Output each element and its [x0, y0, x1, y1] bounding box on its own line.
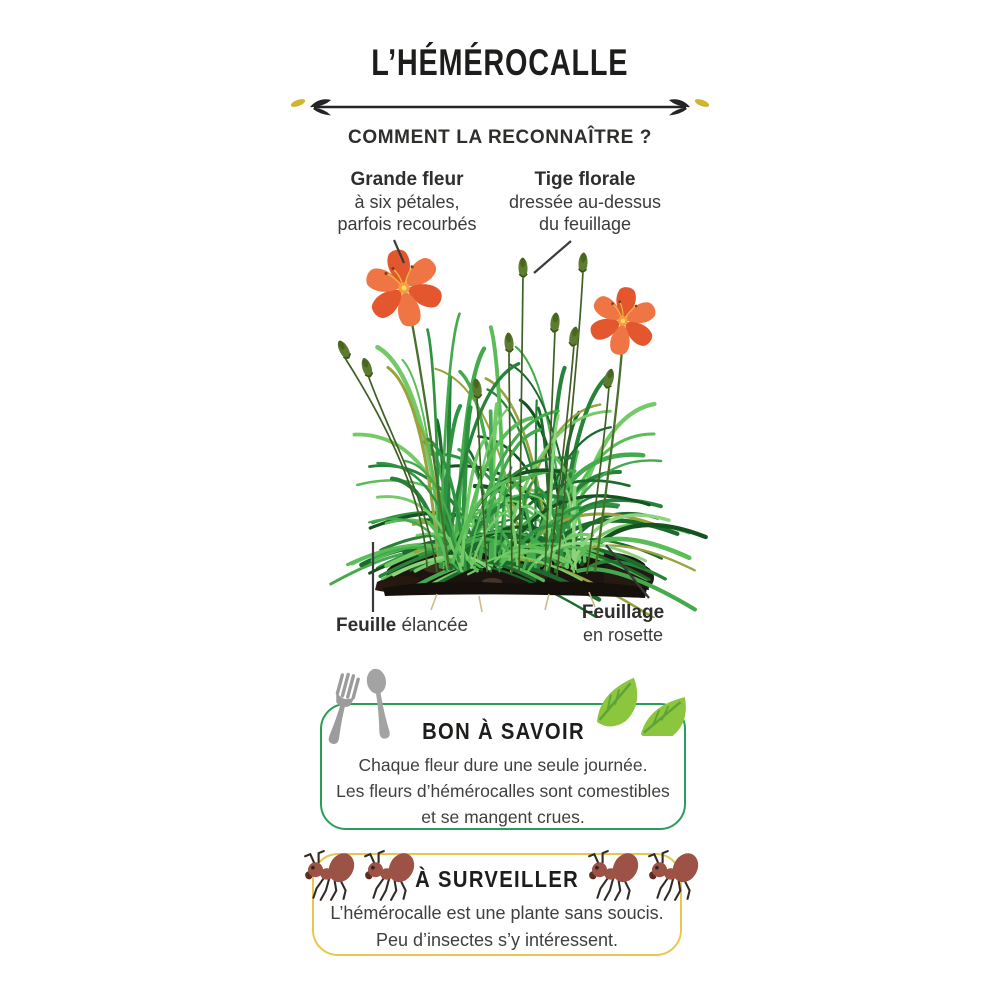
- pointer-feuillage: [606, 545, 649, 598]
- label-tige-florale: Tige florale dressée au-dessus du feuillage: [508, 169, 662, 234]
- bud-stalks: [345, 271, 609, 576]
- ant-icon: [586, 848, 640, 904]
- leaf-icon: [638, 697, 688, 736]
- daylily-plant-illustration: [287, 238, 717, 618]
- good-to-know-line: Les fleurs d’hémérocalles sont comestibles: [336, 781, 670, 801]
- soil: [375, 548, 654, 593]
- good-to-know-line: et se mangent crues.: [421, 807, 585, 827]
- watch-out-line: Peu d’insectes s’y intéressent.: [375, 930, 619, 950]
- grass-foliage: [331, 314, 706, 618]
- pointer-grande-fleur: [394, 240, 404, 263]
- label-feuillage: Feuillage en rosette: [581, 602, 665, 645]
- watch-out-line: L’hémérocalle est une plante sans soucis.: [330, 903, 664, 923]
- ant-icon: [362, 848, 416, 904]
- ant-icon: [302, 848, 356, 904]
- page-title: L’HÉMÉROCALLE: [371, 42, 629, 83]
- label-feuille: Feuille élancée: [335, 615, 469, 636]
- section-heading: COMMENT LA RECONNAÎTRE ?: [348, 127, 652, 148]
- daylily-flower-right: [584, 283, 661, 360]
- pointer-tige-florale: [534, 241, 571, 273]
- ant-icon: [646, 848, 700, 904]
- leaf-icon: [589, 678, 645, 730]
- leaves-decoration: [580, 674, 698, 736]
- cutlery-icons: [312, 666, 408, 774]
- label-grande-fleur-title: Grande fleur: [350, 169, 464, 190]
- good-to-know-line: Chaque fleur dure une seule journée.: [358, 755, 648, 775]
- flower-buds: [335, 252, 616, 399]
- flower-stalks: [408, 302, 623, 572]
- title-divider: [290, 94, 710, 120]
- watch-out-title: À SURVEILLER: [415, 866, 579, 892]
- label-tige-florale-title: Tige florale: [534, 169, 636, 190]
- annotation-lines: [373, 240, 649, 612]
- label-grande-fleur: Grande fleur à six pétales, parfois recourbés: [337, 169, 477, 234]
- spoon-icon: [365, 667, 395, 740]
- daylily-flower-left: [358, 242, 451, 334]
- fork-icon: [323, 673, 361, 747]
- good-to-know-title: BON À SAVOIR: [421, 718, 585, 744]
